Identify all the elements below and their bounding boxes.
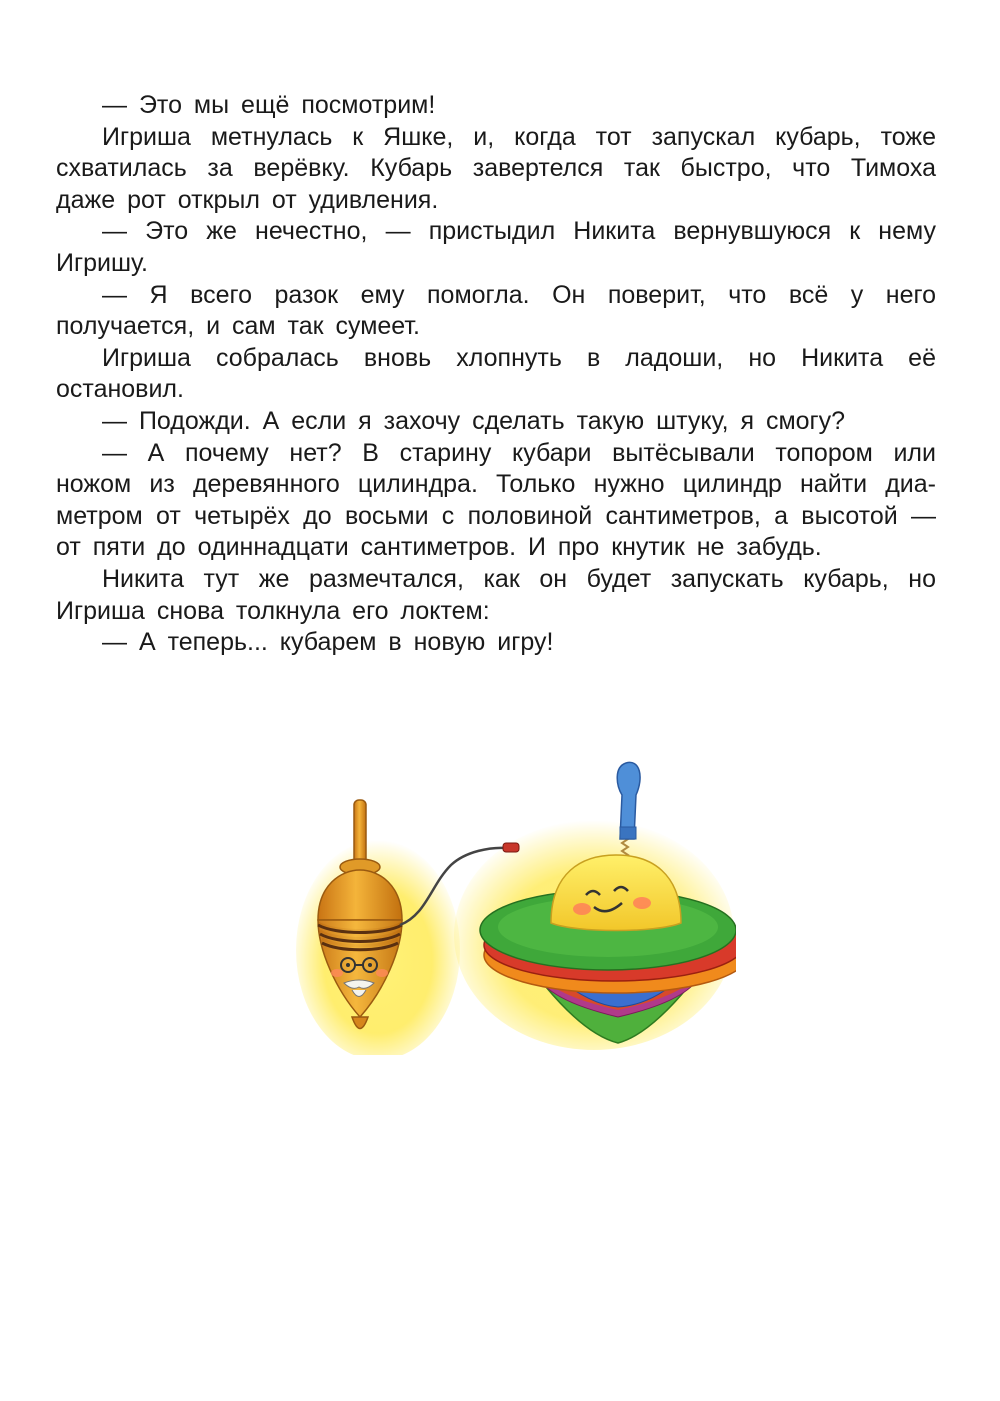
paragraph: Игриша метнулась к Яшке, и, когда тот запускал кубарь, тоже схватилась за верёвку. Кубарь завертелся так быстро, что Тимоха даже рот открыл от удивления. — [56, 122, 936, 214]
paragraph: — Это мы ещё посмотрим! — [102, 91, 436, 119]
paragraph: Игриша собралась вновь хлопнуть в ладоши, но Никита её остановил. — [56, 343, 936, 404]
paragraph: — Я всего разок ему помогла. Он поверит, что всё у него получается, и сам так сумеет. — [56, 280, 936, 341]
paragraph: — Подожди. А если я захочу сделать такую штуку, я смогу? — [102, 406, 846, 435]
spinning-tops-illustration — [296, 755, 736, 1055]
paragraph: — Это же нечестно, — пристыдил Никита вернувшуюся к нему Игришу. — [56, 217, 936, 277]
story-text — [56, 90, 936, 659]
paragraph: — А теперь... кубарем в новую игру! — [102, 628, 554, 657]
paragraph: — А почему нет? В старину кубари вытёсывали топором или ножом из деревянного цилиндра. Только нужно цилиндр найти диаметром от четырёх до восьми с половиной сантиметров, а высотой — от пяти до одиннадцати сантиметров. И про кнутик не забудь. — [56, 438, 936, 562]
paragraph: Никита тут же размечтался, как он будет запускать кубарь, но Игриша снова толкнула его локтем: — [56, 564, 936, 625]
